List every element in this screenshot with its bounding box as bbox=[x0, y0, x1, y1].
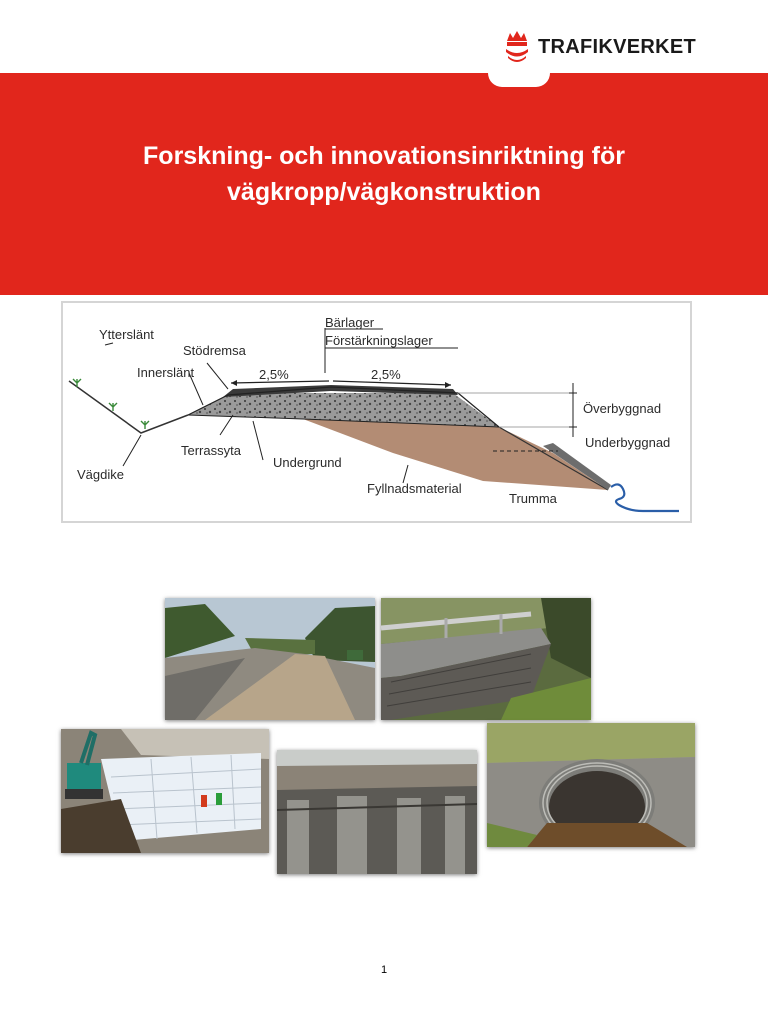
label-underbyggnad: Underbyggnad bbox=[585, 435, 671, 450]
eps-blocks-excavation-photo bbox=[61, 729, 269, 853]
water-wave bbox=[611, 484, 679, 511]
soil-cut-photo bbox=[277, 750, 477, 874]
label-vagdike: Vägdike bbox=[77, 467, 124, 482]
label-barlager: Bärlager bbox=[325, 315, 375, 330]
label-slope-right: 2,5% bbox=[371, 367, 401, 382]
label-undergrund: Undergrund bbox=[273, 455, 342, 470]
page-number: 1 bbox=[380, 964, 388, 976]
road-construction-photo bbox=[165, 598, 375, 720]
label-fyllnadsmaterial: Fyllnadsmaterial bbox=[367, 481, 462, 496]
logo-text: TRAFIKVERKET bbox=[538, 35, 697, 58]
trafikverket-logo bbox=[502, 22, 696, 72]
gabion-wall-photo bbox=[381, 598, 591, 720]
crown-icon bbox=[502, 27, 532, 67]
label-innerslant: Innerslänt bbox=[137, 365, 195, 380]
label-ytterslant: Ytterslänt bbox=[99, 327, 154, 342]
label-trumma: Trumma bbox=[509, 491, 557, 506]
banner-notch bbox=[488, 73, 550, 87]
grass-icons bbox=[73, 379, 149, 429]
title-line-2: vägkropp/vägkonstruktion bbox=[227, 178, 541, 206]
label-terrassyta: Terrassyta bbox=[181, 443, 241, 458]
road-cross-section-diagram bbox=[61, 301, 692, 523]
title-line-1: Forskning- och innovationsinriktning för bbox=[143, 142, 625, 170]
label-forstarkningslager: Förstärkningslager bbox=[325, 333, 433, 348]
culvert-pipe-photo bbox=[487, 723, 695, 847]
page-title bbox=[40, 138, 728, 210]
label-slope-left: 2,5% bbox=[259, 367, 289, 382]
cross-section-drawing bbox=[63, 303, 690, 521]
ditch-line bbox=[69, 381, 188, 433]
label-stodremsa: Stödremsa bbox=[183, 343, 246, 358]
label-overbyggnad: Överbyggnad bbox=[583, 401, 662, 416]
